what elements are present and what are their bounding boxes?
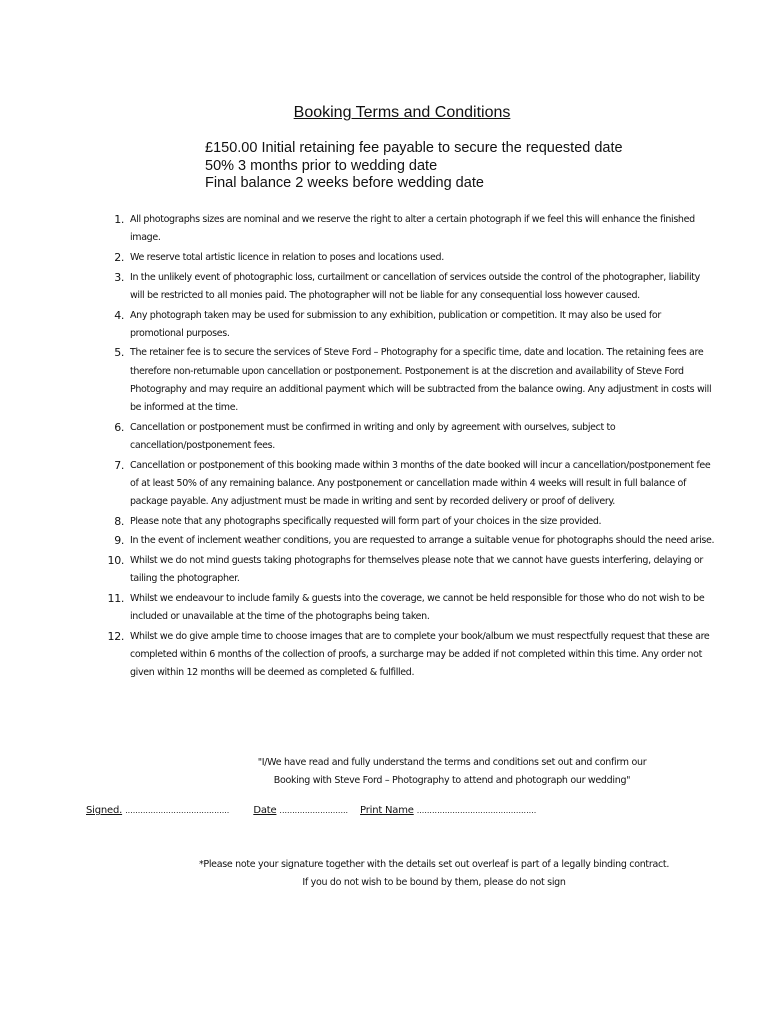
legal-note-line-2: If you do not wish to be bound by them, please do not sign bbox=[302, 877, 566, 888]
term-number: 8. bbox=[114, 514, 124, 528]
term-text: In the event of inclement weather conditions, you are requested to arrange a suitable venue for photographs should the need arise. bbox=[130, 535, 715, 547]
declaration bbox=[0, 754, 770, 790]
term-item bbox=[95, 211, 715, 247]
signature-row bbox=[86, 805, 536, 816]
term-number: 9. bbox=[114, 534, 124, 548]
term-item bbox=[95, 344, 715, 417]
fee-schedule bbox=[205, 140, 623, 193]
fee-line-three-months: 50% 3 months prior to wedding date bbox=[205, 157, 438, 174]
term-item bbox=[95, 419, 715, 455]
term-number: 11. bbox=[107, 592, 124, 606]
term-text: Whilst we do not mind guests taking photographs for themselves please note that we cannot have guests interfering, delaying or tailing the photographer. bbox=[130, 555, 703, 585]
term-text: In the unlikely event of photographic loss, curtailment or cancellation of services outside the control of the photographer, liability will be restricted to all monies paid. The photographer will not be liable for any consequential loss however caused. bbox=[130, 271, 700, 301]
print-name-field[interactable]: ............................................... bbox=[416, 806, 537, 815]
term-item bbox=[95, 552, 715, 588]
term-item bbox=[95, 590, 715, 626]
date-label: Date bbox=[253, 805, 277, 816]
term-item bbox=[95, 249, 715, 267]
term-text: Please note that any photographs specifically requested will form part of your choices in the size provided. bbox=[130, 515, 602, 527]
declaration-line-2: Booking with Steve Ford – Photography to attend and photograph our wedding" bbox=[273, 775, 631, 786]
fee-line-final-balance: Final balance 2 weeks before wedding date bbox=[205, 175, 484, 191]
term-number: 3. bbox=[114, 270, 124, 284]
term-text: The retainer fee is to secure the services of Steve Ford – Photography for a specific time, date and location. The retaining fees are therefore non-returnable upon cancellation or postponement. Postponement is at the discretion and availability of Steve Ford Photography and may require an additional payment which will be subtracted from the balance owing. Any adjustment in costs will be informed at the time. bbox=[130, 347, 712, 414]
term-text: All photographs sizes are nominal and we reserve the right to alter a certain photograph if we feel this will enhance the finished image. bbox=[130, 214, 695, 244]
term-text: Whilst we do give ample time to choose images that are to complete your book/album we must respectfully request that these are completed within 6 months of the collection of proofs, a surcharge may be added if not completed within this time. Any order not given within 12 months will be deemed as completed & fulfilled. bbox=[130, 630, 710, 679]
term-item bbox=[95, 307, 715, 343]
term-number: 12. bbox=[107, 629, 124, 643]
term-number: 2. bbox=[114, 250, 124, 264]
term-text: We reserve total artistic licence in relation to poses and locations used. bbox=[130, 251, 444, 263]
term-item bbox=[95, 513, 715, 531]
legal-note bbox=[0, 856, 770, 892]
fee-line-retainer: £150.00 Initial retaining fee payable to secure the requested date bbox=[205, 140, 623, 156]
term-text: Cancellation or postponement must be confirmed in writing and only by agreement with ourselves, subject to cancellation/postponement fees. bbox=[130, 421, 616, 451]
print-name-label: Print Name bbox=[360, 805, 414, 816]
term-number: 7. bbox=[114, 458, 124, 472]
term-text: Cancellation or postponement of this booking made within 3 months of the date booked will incur a cancellation/postponement fee of at least 50% of any remaining balance. Any postponement or cancellation made within 4 weeks will result in full balance of package payable. Any adjustment must be made in writing and sent by recorded delivery or proof of delivery. bbox=[130, 459, 711, 508]
term-item bbox=[95, 628, 715, 683]
term-number: 1. bbox=[114, 213, 124, 226]
signed-label: Signed. bbox=[86, 805, 123, 816]
term-number: 6. bbox=[114, 420, 124, 434]
term-number: 4. bbox=[114, 308, 124, 322]
term-number: 10. bbox=[107, 554, 124, 568]
legal-note-line-1: *Please note your signature together with the details set out overleaf is part of a legally binding contract. bbox=[198, 859, 670, 870]
term-item bbox=[95, 457, 715, 512]
term-number: 5. bbox=[114, 346, 124, 360]
term-item bbox=[95, 532, 715, 550]
term-text: Whilst we endeavour to include family & guests into the coverage, we cannot be held responsible for those who do not wish to be included or unavailable at the time of the photographs being taken. bbox=[130, 593, 705, 623]
signed-field[interactable]: ......................................... bbox=[125, 806, 230, 815]
date-field[interactable]: ........................... bbox=[279, 806, 349, 815]
document-title: Booking Terms and Conditions bbox=[293, 104, 511, 121]
terms-list bbox=[95, 211, 715, 684]
term-text: Any photograph taken may be used for submission to any exhibition, publication or competition. It may also be used for promotional purposes. bbox=[130, 309, 661, 339]
term-item bbox=[95, 269, 715, 305]
declaration-line-1: "I/We have read and fully understand the terms and conditions set out and confirm our bbox=[257, 757, 647, 768]
